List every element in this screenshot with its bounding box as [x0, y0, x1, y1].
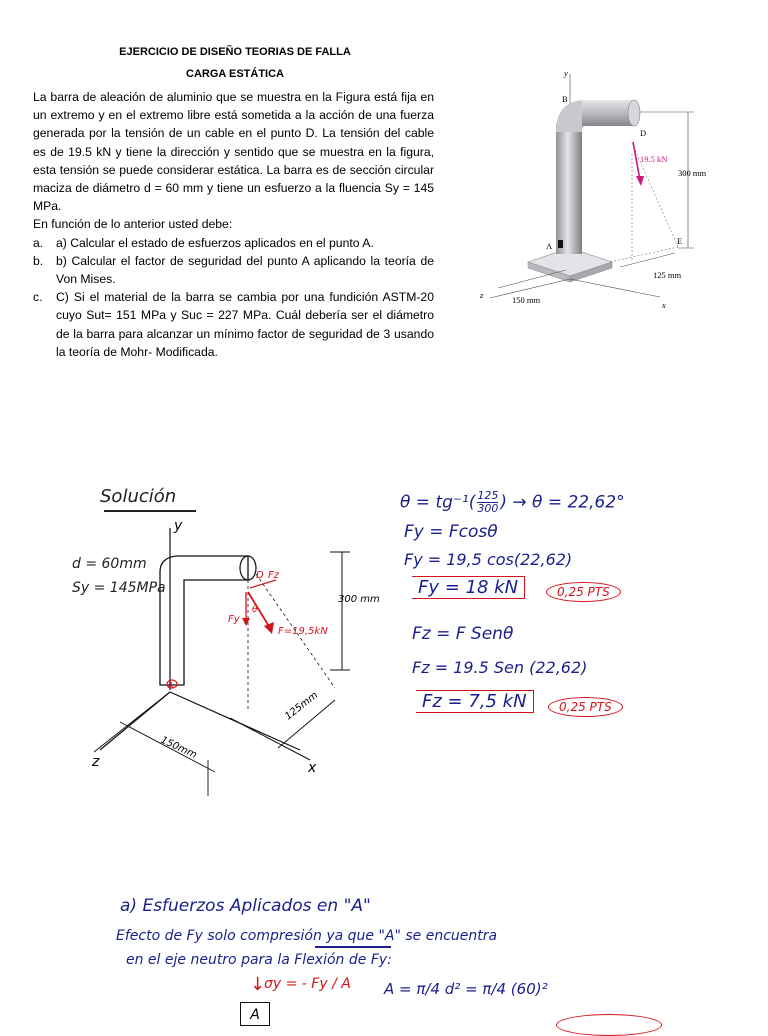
problem-lead: En función de lo anterior usted debe:	[33, 217, 233, 232]
problem-paragraph: La barra de aleación de aluminio que se muestra en la Figura está fija en un extremo y en el extremo libre está sometida a la acción de una fuerza generada por la tensión de un cable en el punto D. La tensión del cable es de 19.5 kN y tiene la dirección y sentido que se muestra en la figura, esta tensión se puede considerar estática. La barra es de sección circular maciza de diámetro d = 60 mm y tiene un esfuerzo a la fluencia Sy = 145 MPa.	[33, 90, 434, 214]
fy-result: Fy = 18 kN	[418, 577, 519, 598]
fy-points: 0,25 PTS	[546, 582, 621, 602]
fz-result-box	[416, 690, 534, 713]
part-a-line-2: en el eje neutro para la Flexión de Fy:	[126, 952, 392, 968]
dim-150-label: 150 mm	[512, 295, 541, 305]
problem-item-a	[33, 234, 434, 252]
x-axis-line	[570, 279, 660, 297]
dim-125	[620, 253, 675, 267]
force-arrow	[633, 142, 640, 180]
dim-125-label: 125 mm	[653, 270, 682, 280]
fz-equation-2: Fz = 19.5 Sen (22,62)	[412, 658, 588, 677]
diameter-note: d = 60mm	[72, 556, 147, 572]
dim-150	[498, 270, 566, 288]
point-d-label: D	[640, 128, 647, 138]
part-a-line-1: Efecto de Fy solo compresión ya que "A" se encuentra	[116, 928, 498, 944]
z-axis-label: z	[480, 290, 484, 300]
item-text: a) Calcular el estado de esfuerzos aplicados en el punto A.	[56, 235, 374, 250]
point-a-marker	[558, 240, 563, 248]
compresion-underline	[315, 946, 391, 948]
sketch-d-label: D	[256, 570, 264, 581]
document-subtitle: CARGA ESTÁTICA	[186, 68, 284, 80]
force-arrowhead	[636, 176, 644, 186]
sketch-point-a-label: A	[168, 681, 174, 690]
projection-d-e	[635, 150, 678, 247]
part-a-heading: a) Esfuerzos Aplicados en "A"	[120, 896, 371, 916]
theta-eq-start: θ = tg⁻¹(	[400, 492, 476, 513]
fz-points: 0,25 PTS	[548, 697, 623, 717]
solution-title: Solución	[100, 486, 177, 507]
problem-item-c	[33, 288, 434, 361]
problem-item-b	[33, 252, 434, 288]
fy-equation-1: Fy = Fcosθ	[404, 522, 498, 542]
yield-note: Sy = 145MPa	[72, 580, 166, 596]
bar-figure	[470, 62, 730, 322]
sketch-150-label: 150mm	[158, 734, 199, 762]
item-text: b) Calcular el factor de seguridad del punto A aplicando la teoría de Von Mises.	[56, 253, 434, 287]
item-marker: a.	[33, 235, 44, 250]
partial-red-oval	[556, 1014, 662, 1036]
item-marker: c.	[33, 290, 43, 305]
fy-equation-2: Fy = 19,5 cos(22,62)	[404, 550, 573, 569]
theta-numerator: 125	[477, 489, 499, 502]
point-b-label: B	[562, 94, 568, 104]
item-text: C) Si el material de la barra se cambia por una fundición ASTM-20 cuyo Sut= 151 MPa y Suc = 227 MPa. Cuál debería ser el diámetro de la barra para alcanzar un mínimo factor de seguridad de 3 usando la teoría de Mohr- Modificada.	[56, 290, 434, 359]
point-a-box: A	[240, 1002, 270, 1026]
sigma-equation: σy = - Fy / A	[264, 976, 351, 992]
sketch-z-label: z	[92, 754, 100, 770]
dim-300-label: 300 mm	[678, 168, 707, 178]
sketch-fz-label: Fz	[268, 570, 280, 581]
theta-denominator: 300	[477, 502, 499, 515]
point-a-label: A	[546, 241, 553, 251]
horizontal-bar	[582, 100, 634, 126]
sigma-arrow: ↓	[250, 974, 266, 995]
sketch-fy-label: Fy	[228, 614, 240, 625]
sketch-f-arrowhead	[264, 622, 274, 634]
solution-sketch	[80, 510, 400, 800]
sketch-x-axis	[230, 718, 310, 760]
theta-equation	[400, 490, 625, 515]
sketch-x-label: x	[308, 760, 317, 776]
fz-equation-1: Fz = F Senθ	[412, 624, 514, 644]
force-label: 19.5 kN	[640, 154, 668, 164]
sketch-f-label: F=19,5kN	[278, 626, 328, 637]
x-axis-label: x	[662, 300, 666, 310]
theta-fraction	[477, 490, 498, 515]
fy-result-box	[412, 576, 525, 599]
sketch-fy-arrowhead	[242, 618, 250, 626]
area-equation: A = π/4 d² = π/4 (60)²	[384, 980, 548, 998]
point-e-label: E	[677, 236, 683, 246]
vertical-bar	[556, 124, 582, 254]
document-title: EJERCICIO DE DISEÑO TEORIAS DE FALLA	[119, 46, 351, 58]
bar-elbow	[556, 100, 586, 132]
sketch-125-label: 125mm	[283, 689, 321, 723]
projection-e	[610, 247, 678, 262]
problem-statement	[33, 88, 434, 361]
item-marker: b.	[33, 253, 44, 268]
sketch-y-label: y	[174, 518, 183, 534]
bar-end	[628, 100, 640, 126]
sketch-theta-label: θ	[252, 605, 258, 615]
theta-eq-result: ) → θ = 22,62°	[500, 492, 625, 513]
fz-result: Fz = 7,5 kN	[422, 691, 527, 712]
y-axis-label: y	[564, 68, 568, 78]
sketch-300-label: 300 mm	[338, 594, 380, 605]
sketch-fz-arrow	[250, 580, 276, 588]
